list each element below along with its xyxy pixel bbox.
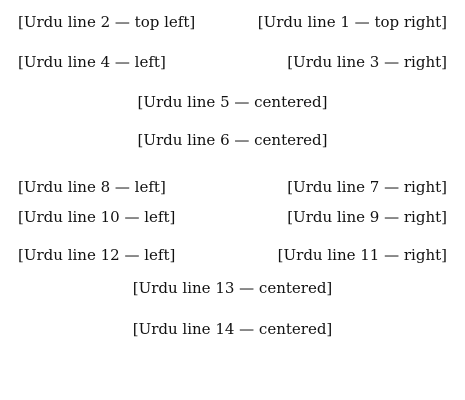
verse-line-11: [Urdu line 11 — right] [277, 246, 447, 264]
verse-line-6: [Urdu line 6 — centered] [137, 131, 328, 149]
verse-line-4: [Urdu line 4 — left] [18, 53, 166, 71]
verse-line-1: [Urdu line 1 — top right] [257, 13, 447, 31]
verse-line-10: [Urdu line 10 — left] [18, 208, 176, 226]
verse-line-2: [Urdu line 2 — top left] [18, 13, 196, 31]
verse-line-5: [Urdu line 5 — centered] [137, 93, 328, 111]
verse-line-14: [Urdu line 14 — centered] [132, 320, 333, 338]
verse-line-7: [Urdu line 7 — right] [287, 178, 447, 196]
verse-line-8: [Urdu line 8 — left] [18, 178, 166, 196]
verse-line-3: [Urdu line 3 — right] [287, 53, 447, 71]
verse-line-9: [Urdu line 9 — right] [287, 208, 447, 226]
verse-line-12: [Urdu line 12 — left] [18, 246, 176, 264]
verse-line-13: [Urdu line 13 — centered] [132, 279, 333, 297]
